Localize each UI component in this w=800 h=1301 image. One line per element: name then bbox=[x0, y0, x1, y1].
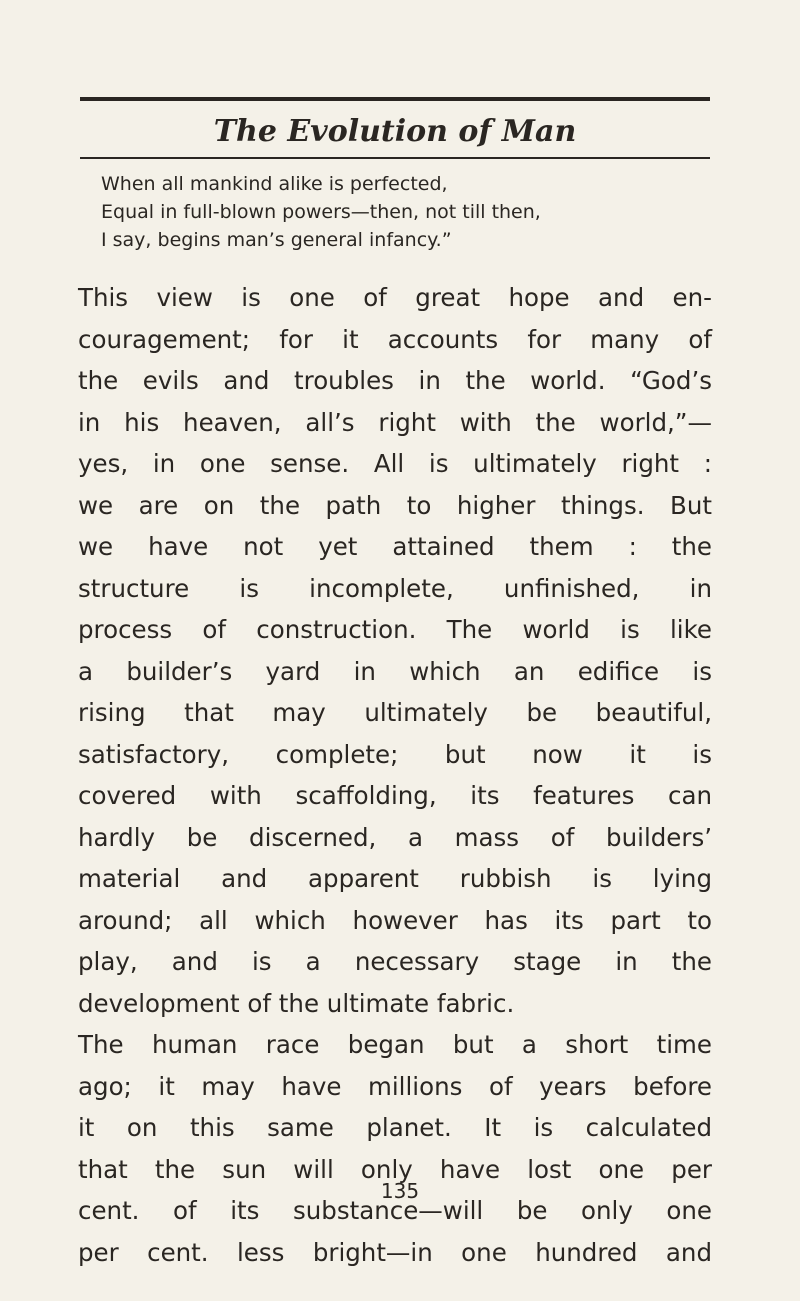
paragraph-line: a builder’s yard in which an edifice is bbox=[78, 656, 712, 686]
verse-line: When all mankind alike is perfected, bbox=[101, 173, 448, 195]
paragraph-line: rising that may ultimately be beautiful, bbox=[78, 698, 712, 727]
page-number: 135 bbox=[380, 1179, 420, 1203]
paragraph-line: couragement; for it accounts for many of bbox=[78, 324, 712, 354]
paragraph-line: structure is incomplete, unfinished, in bbox=[78, 573, 712, 603]
paragraph-line: ago; it may have millions of years before bbox=[78, 1071, 712, 1101]
paragraph-line: around; all which however has its part to bbox=[78, 905, 712, 935]
paragraph-line: The human race began but a short time bbox=[78, 1030, 712, 1059]
paragraph-line: material and apparent rubbish is lying bbox=[78, 864, 712, 893]
header-bottom-rule bbox=[80, 157, 710, 159]
paragraph-line: yes, in one sense. All is ultimately right : bbox=[78, 449, 712, 478]
paragraph-line: per cent. less bright—in one hundred and bbox=[78, 1237, 712, 1267]
paragraph-line: cent. of its substance—will be only one bbox=[78, 1196, 712, 1225]
paragraph-line: that the sun will only have lost one per bbox=[78, 1154, 712, 1184]
verse-line: I say, begins man’s general infancy.” bbox=[101, 229, 452, 251]
header-top-rule bbox=[80, 97, 710, 101]
paragraph-line: the evils and troubles in the world. “God’s bbox=[78, 366, 712, 395]
verse-quotation bbox=[101, 170, 721, 254]
paragraph-line: This view is one of great hope and en- bbox=[78, 283, 712, 312]
paragraph-line: covered with scaffolding, its features can bbox=[78, 781, 712, 810]
paragraph-line: play, and is a necessary stage in the bbox=[78, 947, 712, 976]
running-head: The Evolution of Man bbox=[213, 114, 577, 149]
paragraph-line: development of the ultimate fabric. bbox=[78, 988, 515, 1018]
paragraph-line: it on this same planet. It is calculated bbox=[78, 1113, 712, 1142]
paragraph-line: in his heaven, all’s right with the world,”— bbox=[78, 407, 712, 437]
paragraph-line: we are on the path to higher things. But bbox=[78, 490, 712, 520]
paragraph-line: satisfactory, complete; but now it is bbox=[78, 739, 712, 769]
body-text bbox=[78, 277, 712, 1273]
paragraph-line: hardly be discerned, a mass of builders’ bbox=[78, 822, 712, 852]
paragraph-line: process of construction. The world is like bbox=[78, 615, 712, 644]
paragraph-line: we have not yet attained them : the bbox=[78, 532, 712, 561]
verse-line: Equal in full-blown powers—then, not till then, bbox=[101, 201, 541, 223]
